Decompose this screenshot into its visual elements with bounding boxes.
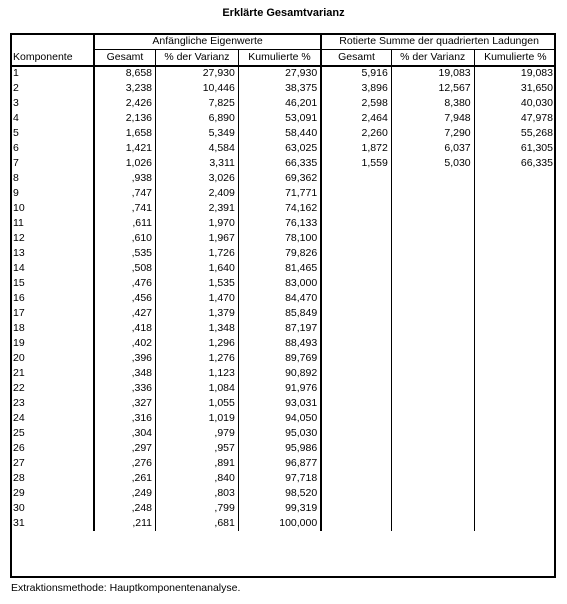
gesamt-cell: 2,136: [94, 111, 156, 126]
kumuliert-rotated-cell: [474, 246, 556, 261]
komponente-cell: 16: [10, 291, 94, 306]
komponente-cell: 2: [10, 81, 94, 96]
varianz-cell: 1,019: [156, 411, 239, 426]
kumuliert-rotated-cell: [474, 501, 556, 516]
gesamt-cell: ,535: [94, 246, 156, 261]
gesamt-cell: ,304: [94, 426, 156, 441]
kumuliert-cell: 93,031: [238, 396, 321, 411]
gesamt-cell: ,249: [94, 486, 156, 501]
varianz-cell: ,681: [156, 516, 239, 531]
gesamt-cell: ,456: [94, 291, 156, 306]
komponente-cell: 20: [10, 351, 94, 366]
gesamt-rotated-cell: [321, 321, 391, 336]
kumuliert-cell: 27,930: [238, 66, 321, 82]
table-row: [10, 96, 556, 111]
varianz-cell: ,840: [156, 471, 239, 486]
varianz-cell: ,957: [156, 441, 239, 456]
table-row: [10, 471, 556, 486]
gesamt-rotated-cell: [321, 186, 391, 201]
table-row: [10, 81, 556, 96]
gesamt-rotated-cell: [321, 291, 391, 306]
komponente-cell: 29: [10, 486, 94, 501]
kumuliert-cell: 63,025: [238, 141, 321, 156]
kumuliert-cell: 88,493: [238, 336, 321, 351]
komponente-cell: 18: [10, 321, 94, 336]
komponente-cell: 11: [10, 216, 94, 231]
kumuliert-rotated-cell: [474, 381, 556, 396]
gesamt-rotated-cell: 5,916: [321, 66, 391, 82]
gesamt-cell: ,402: [94, 336, 156, 351]
kumuliert-rotated-cell: [474, 291, 556, 306]
gesamt-rotated-cell: [321, 351, 391, 366]
table-row: [10, 486, 556, 501]
varianz-rotated-cell: [391, 336, 474, 351]
varianz-rotated-cell: [391, 201, 474, 216]
varianz-cell: 1,055: [156, 396, 239, 411]
varianz-cell: ,891: [156, 456, 239, 471]
komponente-cell: 28: [10, 471, 94, 486]
varianz-rotated-cell: [391, 411, 474, 426]
komponente-cell: 4: [10, 111, 94, 126]
table-row: [10, 501, 556, 516]
varianz-cell: 1,123: [156, 366, 239, 381]
kumuliert-cell: 94,050: [238, 411, 321, 426]
kumuliert-cell: 97,718: [238, 471, 321, 486]
kumuliert-cell: 96,877: [238, 456, 321, 471]
kumuliert-rotated-cell: [474, 306, 556, 321]
varianz-cell: ,803: [156, 486, 239, 501]
varianz-rotated-cell: [391, 291, 474, 306]
kumuliert-rotated-cell: [474, 456, 556, 471]
kumuliert-rotated-cell: [474, 426, 556, 441]
table-row: [10, 276, 556, 291]
kumuliert-cell: 99,319: [238, 501, 321, 516]
varianz-rotated-cell: [391, 366, 474, 381]
table-row: [10, 396, 556, 411]
kumuliert-rotated-cell: [474, 396, 556, 411]
header-kumuliert-rotated: Kumulierte %: [474, 50, 556, 66]
komponente-cell: 27: [10, 456, 94, 471]
varianz-rotated-cell: [391, 471, 474, 486]
kumuliert-rotated-cell: 19,083: [520, 67, 553, 79]
varianz-rotated-cell: [391, 426, 474, 441]
gesamt-rotated-cell: [321, 261, 391, 276]
header-gesamt: Gesamt: [94, 50, 156, 66]
varianz-rotated-cell: 7,948: [391, 111, 474, 126]
gesamt-rotated-cell: [321, 276, 391, 291]
table-row: [10, 516, 556, 531]
gesamt-cell: ,327: [94, 396, 156, 411]
gesamt-cell: ,611: [94, 216, 156, 231]
kumuliert-rotated-cell: 31,650: [520, 82, 553, 94]
gesamt-cell: ,248: [94, 501, 156, 516]
kumuliert-cell: 83,000: [238, 276, 321, 291]
kumuliert-cell: 95,986: [238, 441, 321, 456]
varianz-rotated-cell: [391, 171, 474, 186]
komponente-cell: 24: [10, 411, 94, 426]
kumuliert-cell: 79,826: [238, 246, 321, 261]
gesamt-rotated-cell: [321, 486, 391, 501]
table-row: [10, 111, 556, 126]
gesamt-cell: 8,658: [94, 66, 156, 82]
table-row: [10, 126, 556, 141]
varianz-cell: 1,970: [156, 216, 239, 231]
gesamt-cell: ,396: [94, 351, 156, 366]
gesamt-cell: ,297: [94, 441, 156, 456]
kumuliert-cell: 58,440: [238, 126, 321, 141]
kumuliert-rotated-cell: [474, 411, 556, 426]
kumuliert-cell: 69,362: [238, 171, 321, 186]
varianz-rotated-cell: [391, 246, 474, 261]
varianz-rotated-cell: [391, 231, 474, 246]
kumuliert-cell: 66,335: [238, 156, 321, 171]
kumuliert-rotated-cell: 61,305: [520, 142, 553, 154]
komponente-cell: 8: [10, 171, 94, 186]
gesamt-cell: 3,238: [94, 81, 156, 96]
header-varianz-rotated: % der Varianz: [391, 50, 474, 66]
kumuliert-cell: 46,201: [238, 96, 321, 111]
gesamt-rotated-cell: [321, 336, 391, 351]
varianz-rotated-cell: 6,037: [391, 141, 474, 156]
gesamt-cell: ,741: [94, 201, 156, 216]
kumuliert-rotated-cell: [474, 186, 556, 201]
kumuliert-rotated-cell: 40,030: [520, 97, 553, 109]
gesamt-rotated-cell: 2,260: [321, 126, 391, 141]
varianz-rotated-cell: 5,030: [391, 156, 474, 171]
komponente-cell: 19: [10, 336, 94, 351]
varianz-rotated-cell: [391, 306, 474, 321]
gesamt-rotated-cell: [321, 216, 391, 231]
varianz-cell: 4,584: [156, 141, 239, 156]
varianz-rotated-cell: [391, 351, 474, 366]
varianz-cell: 3,311: [156, 156, 239, 171]
varianz-cell: 1,379: [156, 306, 239, 321]
gesamt-cell: ,747: [94, 186, 156, 201]
kumuliert-cell: 76,133: [238, 216, 321, 231]
komponente-cell: 25: [10, 426, 94, 441]
komponente-cell: 21: [10, 366, 94, 381]
gesamt-cell: ,276: [94, 456, 156, 471]
kumuliert-rotated-cell: [474, 441, 556, 456]
komponente-cell: 9: [10, 186, 94, 201]
varianz-cell: ,979: [156, 426, 239, 441]
kumuliert-rotated-cell: [474, 276, 556, 291]
gesamt-cell: 1,026: [94, 156, 156, 171]
gesamt-cell: ,427: [94, 306, 156, 321]
header-varianz: % der Varianz: [156, 50, 239, 66]
varianz-rotated-cell: [391, 516, 474, 531]
komponente-cell: 15: [10, 276, 94, 291]
gesamt-cell: 2,426: [94, 96, 156, 111]
table-row: [10, 201, 556, 216]
kumuliert-cell: 91,976: [238, 381, 321, 396]
table-body: [10, 66, 556, 532]
gesamt-cell: 1,658: [94, 126, 156, 141]
varianz-rotated-cell: [391, 186, 474, 201]
gesamt-cell: ,610: [94, 231, 156, 246]
header-gesamt-rotated: Gesamt: [321, 50, 391, 66]
komponente-cell: 14: [10, 261, 94, 276]
table-row: [10, 411, 556, 426]
header-group-rotated-loadings: Rotierte Summe der quadrierten Ladungen: [321, 34, 556, 50]
gesamt-rotated-cell: 2,598: [321, 96, 391, 111]
komponente-cell: 7: [10, 156, 94, 171]
kumuliert-rotated-cell: [474, 366, 556, 381]
kumuliert-rotated-cell: [474, 201, 556, 216]
kumuliert-cell: 53,091: [238, 111, 321, 126]
gesamt-rotated-cell: [321, 516, 391, 531]
varianz-rotated-cell: [391, 381, 474, 396]
varianz-cell: 1,967: [156, 231, 239, 246]
table-row: [10, 456, 556, 471]
gesamt-rotated-cell: 3,896: [321, 81, 391, 96]
table-row: [10, 426, 556, 441]
varianz-rotated-cell: [391, 441, 474, 456]
variance-table: [10, 34, 556, 531]
varianz-rotated-cell: [391, 261, 474, 276]
table-row: [10, 66, 556, 82]
kumuliert-rotated-cell: [474, 471, 556, 486]
table-row: [10, 366, 556, 381]
varianz-cell: 6,890: [156, 111, 239, 126]
kumuliert-rotated-cell: [474, 516, 556, 531]
gesamt-rotated-cell: [321, 426, 391, 441]
komponente-cell: 31: [10, 516, 94, 531]
gesamt-rotated-cell: [321, 411, 391, 426]
table-row: [10, 336, 556, 351]
gesamt-rotated-cell: [321, 396, 391, 411]
gesamt-cell: ,261: [94, 471, 156, 486]
table-row: [10, 156, 556, 171]
varianz-cell: 7,825: [156, 96, 239, 111]
table-row: [10, 246, 556, 261]
kumuliert-cell: 85,849: [238, 306, 321, 321]
gesamt-cell: ,508: [94, 261, 156, 276]
gesamt-rotated-cell: [321, 306, 391, 321]
gesamt-rotated-cell: [321, 471, 391, 486]
kumuliert-rotated-cell: 66,335: [520, 157, 553, 169]
varianz-rotated-cell: 8,380: [391, 96, 474, 111]
komponente-cell: 22: [10, 381, 94, 396]
varianz-cell: 1,640: [156, 261, 239, 276]
gesamt-cell: ,938: [94, 171, 156, 186]
table-row: [10, 261, 556, 276]
varianz-cell: 10,446: [156, 81, 239, 96]
varianz-cell: 27,930: [156, 66, 239, 82]
kumuliert-rotated-cell: [474, 321, 556, 336]
kumuliert-cell: 84,470: [238, 291, 321, 306]
kumuliert-rotated-cell: [474, 216, 556, 231]
varianz-cell: 2,409: [156, 186, 239, 201]
komponente-cell: 5: [10, 126, 94, 141]
komponente-cell: 1: [10, 66, 94, 82]
kumuliert-rotated-cell: [474, 231, 556, 246]
gesamt-cell: ,211: [94, 516, 156, 531]
kumuliert-rotated-cell: [474, 486, 556, 501]
kumuliert-rotated-cell: 55,268: [520, 127, 553, 139]
gesamt-cell: ,316: [94, 411, 156, 426]
gesamt-rotated-cell: [321, 456, 391, 471]
varianz-rotated-cell: 12,567: [391, 81, 474, 96]
kumuliert-rotated-cell: [474, 351, 556, 366]
komponente-cell: 30: [10, 501, 94, 516]
kumuliert-cell: 81,465: [238, 261, 321, 276]
varianz-cell: 2,391: [156, 201, 239, 216]
komponente-cell: 26: [10, 441, 94, 456]
kumuliert-rotated-cell: 47,978: [520, 112, 553, 124]
varianz-cell: 1,296: [156, 336, 239, 351]
gesamt-cell: ,348: [94, 366, 156, 381]
komponente-cell: 6: [10, 141, 94, 156]
varianz-cell: 1,470: [156, 291, 239, 306]
footnote: Extraktionsmethode: Hauptkomponentenanalyse.: [11, 582, 241, 594]
kumuliert-cell: 87,197: [238, 321, 321, 336]
header-komponente: Komponente: [10, 34, 94, 66]
header-group-initial-eigenvalues: Anfängliche Eigenwerte: [94, 34, 321, 50]
varianz-rotated-cell: [391, 501, 474, 516]
kumuliert-cell: 74,162: [238, 201, 321, 216]
gesamt-rotated-cell: [321, 381, 391, 396]
gesamt-cell: ,476: [94, 276, 156, 291]
kumuliert-rotated-cell: [474, 171, 556, 186]
varianz-rotated-cell: [391, 486, 474, 501]
kumuliert-cell: 100,000: [238, 516, 321, 531]
komponente-cell: 3: [10, 96, 94, 111]
table-row: [10, 321, 556, 336]
table-row: [10, 231, 556, 246]
kumuliert-cell: 95,030: [238, 426, 321, 441]
varianz-cell: 1,348: [156, 321, 239, 336]
kumuliert-cell: 90,892: [238, 366, 321, 381]
gesamt-rotated-cell: [321, 501, 391, 516]
gesamt-rotated-cell: 1,559: [321, 156, 391, 171]
table-title: Erklärte Gesamtvarianz: [222, 7, 345, 19]
varianz-rotated-cell: 7,290: [391, 126, 474, 141]
varianz-cell: 1,535: [156, 276, 239, 291]
varianz-cell: 1,726: [156, 246, 239, 261]
varianz-cell: 1,084: [156, 381, 239, 396]
varianz-cell: 3,026: [156, 171, 239, 186]
kumuliert-cell: 89,769: [238, 351, 321, 366]
kumuliert-cell: 38,375: [238, 81, 321, 96]
gesamt-rotated-cell: [321, 246, 391, 261]
kumuliert-cell: 98,520: [238, 486, 321, 501]
table-row: [10, 441, 556, 456]
varianz-cell: 5,349: [156, 126, 239, 141]
gesamt-cell: ,336: [94, 381, 156, 396]
varianz-rotated-cell: [391, 321, 474, 336]
varianz-rotated-cell: 19,083: [391, 66, 474, 82]
kumuliert-cell: 78,100: [238, 231, 321, 246]
gesamt-rotated-cell: [321, 171, 391, 186]
gesamt-cell: ,418: [94, 321, 156, 336]
table-row: [10, 291, 556, 306]
komponente-cell: 23: [10, 396, 94, 411]
header-kumuliert: Kumulierte %: [238, 50, 321, 66]
table-row: [10, 141, 556, 156]
varianz-rotated-cell: [391, 456, 474, 471]
table-row: [10, 306, 556, 321]
gesamt-rotated-cell: 1,872: [321, 141, 391, 156]
table-row: [10, 216, 556, 231]
table-row: [10, 381, 556, 396]
kumuliert-rotated-cell: [474, 261, 556, 276]
kumuliert-rotated-cell: [474, 336, 556, 351]
gesamt-rotated-cell: [321, 441, 391, 456]
table-row: [10, 351, 556, 366]
komponente-cell: 10: [10, 201, 94, 216]
komponente-cell: 13: [10, 246, 94, 261]
varianz-rotated-cell: [391, 396, 474, 411]
komponente-cell: 12: [10, 231, 94, 246]
varianz-cell: ,799: [156, 501, 239, 516]
table-row: [10, 171, 556, 186]
varianz-cell: 1,276: [156, 351, 239, 366]
gesamt-cell: 1,421: [94, 141, 156, 156]
gesamt-rotated-cell: [321, 231, 391, 246]
gesamt-rotated-cell: 2,464: [321, 111, 391, 126]
gesamt-rotated-cell: [321, 366, 391, 381]
varianz-rotated-cell: [391, 216, 474, 231]
varianz-rotated-cell: [391, 276, 474, 291]
table-row: [10, 186, 556, 201]
kumuliert-cell: 71,771: [238, 186, 321, 201]
komponente-cell: 17: [10, 306, 94, 321]
gesamt-rotated-cell: [321, 201, 391, 216]
